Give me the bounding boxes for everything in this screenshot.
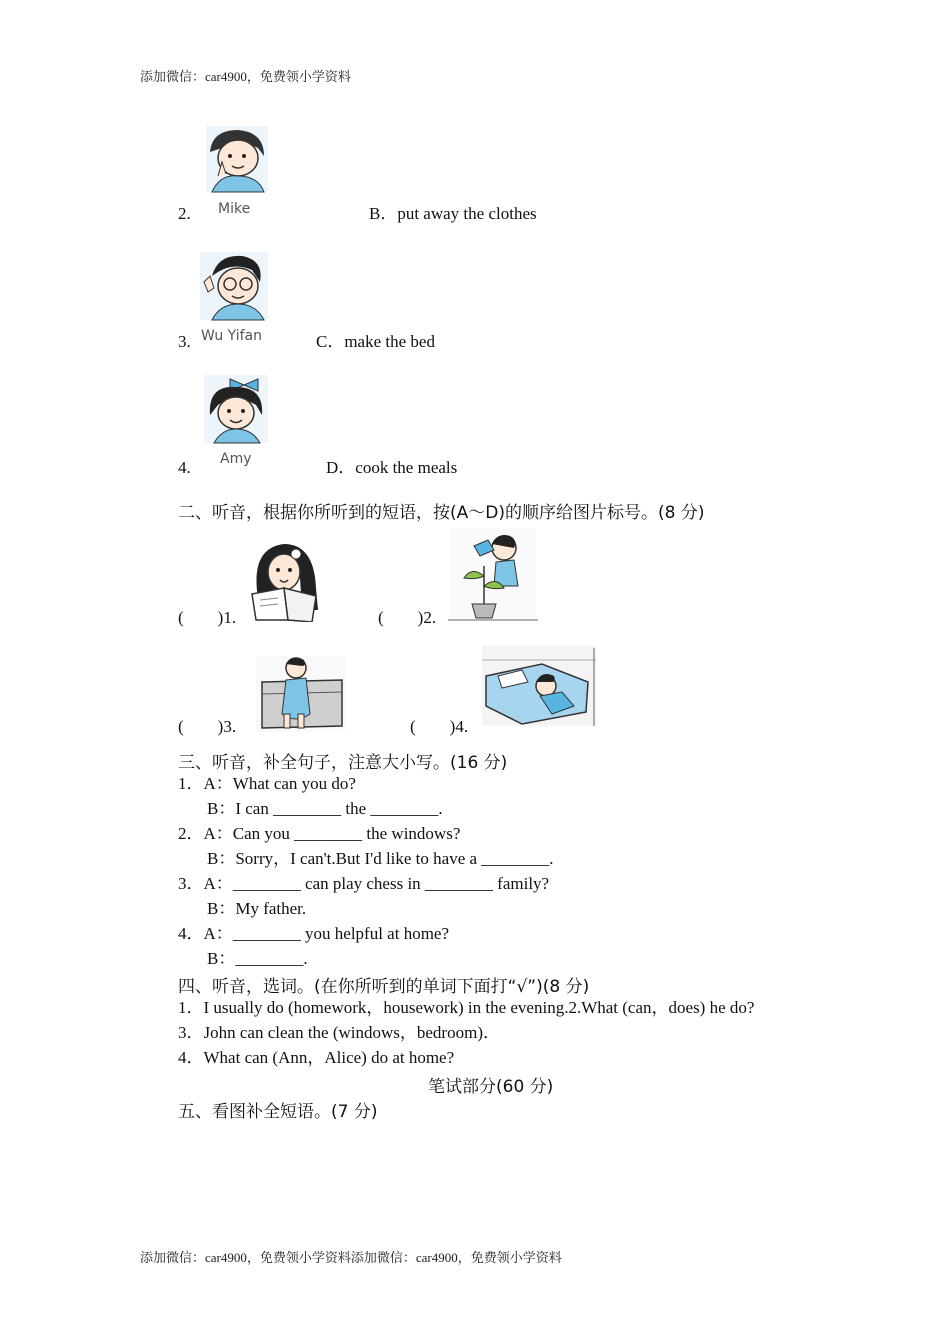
part3-line-5: 3．A：________ can play chess in ________ family? bbox=[178, 874, 550, 893]
cleaning-table-picture bbox=[256, 654, 348, 739]
row-2-number: 2. bbox=[178, 204, 191, 223]
name-wu-yifan: Wu Yifan bbox=[201, 328, 262, 344]
part3-line-3: 2．A：Can you ________ the windows? bbox=[178, 824, 461, 843]
row-3-number: 3. bbox=[178, 332, 191, 351]
mike-picture bbox=[200, 126, 272, 199]
header-watermark: 添加微信：car4900，免费领小学资料 bbox=[140, 69, 351, 84]
wu-yifan-picture bbox=[198, 252, 270, 327]
part3-title: 三、听音，补全句子，注意大小写。(16 分) bbox=[178, 753, 508, 773]
option-c: C．make the bed bbox=[316, 332, 435, 351]
footer-watermark: 添加微信：car4900，免费领小学资料添加微信：car4900，免费领小学资料 bbox=[140, 1250, 562, 1265]
part3-line-2: B：I can ________ the ________. bbox=[207, 799, 443, 818]
making-bed-picture bbox=[482, 646, 598, 733]
written-section-title: 笔试部分(60 分) bbox=[428, 1077, 554, 1097]
watering-plant-picture bbox=[448, 526, 540, 627]
part4-line-1: 1．I usually do (homework，housework) in the evening.2.What (can，does) he do? bbox=[178, 998, 755, 1017]
part3-line-8: B：________. bbox=[207, 949, 308, 968]
part2-item-4-label: ( )4. bbox=[410, 717, 469, 736]
option-d: D．cook the meals bbox=[326, 458, 458, 477]
part4-title: 四、听音，选词。(在你所听到的单词下面打“√”)(8 分) bbox=[178, 977, 590, 997]
part2-item-3-label: ( )3. bbox=[178, 717, 237, 736]
part4-line-2: 3．John can clean the (windows，bedroom)． bbox=[178, 1023, 500, 1042]
part3-line-1: 1．A：What can you do? bbox=[178, 774, 356, 793]
girl-reading-picture bbox=[244, 538, 324, 627]
option-b: B．put away the clothes bbox=[369, 204, 537, 223]
part2-item-2-label: ( )2. bbox=[378, 608, 437, 627]
part2-item-1-label: ( )1. bbox=[178, 608, 237, 627]
part3-line-4: B：Sorry，I can't.But I'd like to have a ________. bbox=[207, 849, 554, 868]
part5-title: 五、看图补全短语。(7 分) bbox=[178, 1102, 378, 1122]
part4-line-3: 4．What can (Ann，Alice) do at home? bbox=[178, 1048, 455, 1067]
part3-line-7: 4．A：________ you helpful at home? bbox=[178, 924, 450, 943]
row-4-number: 4. bbox=[178, 458, 191, 477]
part3-line-6: B：My father. bbox=[207, 899, 307, 918]
name-mike: Mike bbox=[218, 201, 251, 217]
part2-title: 二、听音，根据你所听到的短语，按(A～D)的顺序给图片标号。(8 分) bbox=[178, 503, 705, 523]
amy-picture bbox=[200, 375, 270, 450]
name-amy: Amy bbox=[220, 451, 252, 467]
